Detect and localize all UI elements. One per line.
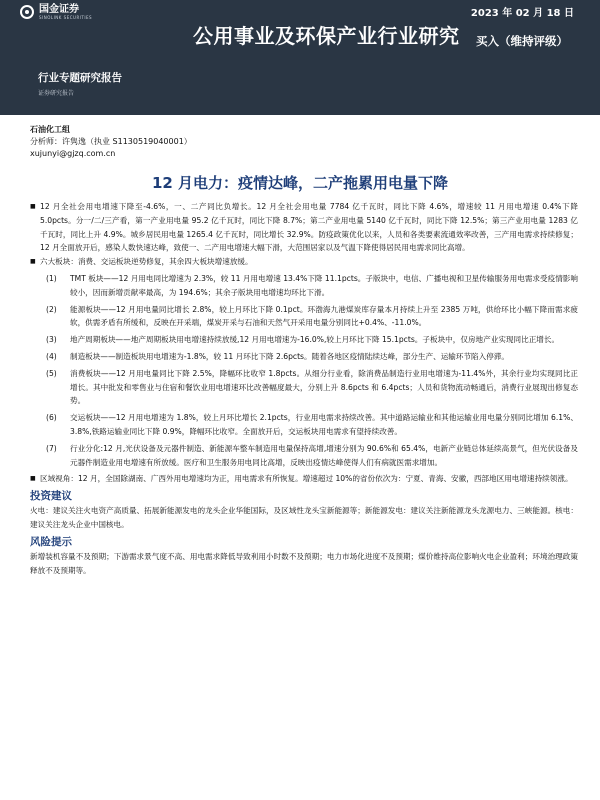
rating-badge: 买入（维持评级） — [476, 34, 568, 48]
report-date: 2023 年 02 月 18 日 — [470, 8, 574, 19]
sub-item — [30, 303, 578, 331]
square-bullet-icon: ■ — [30, 475, 36, 483]
investment-heading: 投资建议 — [30, 490, 72, 503]
analyst-info — [30, 124, 192, 160]
paragraph-text: 12 月全社会用电增速下降至-4.6%，一、二产同比负增长。12 月全社会用电量 7784 亿千瓦时，同比下降 4.6%，增速较 11 月用电增速 0.4%下降 5.0pcts。分一/二/三产看，第一产业用电量 95.2 亿千瓦时，同比下降 8.7%；第二产业用电量 5140 亿千瓦时，同比下降 12.5%；第三产业用电量 1283 亿千瓦时，同比上升 4.9%。城乡居民用电量 1265.4 亿千瓦时，同比增长 32.9%。防疫政策优化以来，人员和各类要素流通效率改善，三产用电需求持续修复；12 月全面放开后，感染人数快速达峰，致使一、二产用电增速大幅下滑，大范围居家以及气温下降使得居民用电需求同比高增。 — [40, 202, 578, 253]
logo-icon — [20, 5, 34, 19]
paragraph — [30, 472, 578, 486]
sub-item-number: (2) — [46, 304, 57, 314]
logo-name: 国金证券 — [39, 4, 79, 15]
logo-subtitle: SINOLINK SECURITIES — [39, 15, 93, 20]
sub-item — [30, 411, 578, 439]
paragraph — [30, 255, 578, 269]
square-bullet-icon: ■ — [30, 203, 36, 210]
investment-body: 火电：建议关注火电资产高质量、拓展新能源发电的龙头企业华能国际，及区域性龙头宝新能源等；新能源发电：建议关注新能源龙头龙源电力、三峡能源。核电：建议关注龙头企业中国核电。 — [30, 506, 578, 529]
sub-item-text: TMT 板块——12 月用电同比增速为 2.3%，较 11 月用电增速 13.4%下降 11.1pcts。子版块中，电信、广播电视和卫星传输服务用电需求受疫情影响较小，因而新增贡献率最高，为 194.6%；其余子版块用电增速均环比下滑。 — [70, 273, 578, 297]
sub-item-text: 行业分化:12 月,光伏设备及元器件制造、新能源车整车制造用电量保持高增,增速分别为 90.6%和 65.4%，电新产业链总体延续高景气，但光伏设备及元器件制造业用电增速有所放缓。医疗和卫生服务用电同比高增，反映出疫情达峰使得人们有病就医需求增加。 — [70, 443, 578, 467]
sub-item-text: 能源板块——12 月用电量同比增长 2.8%，较上月环比下降 0.1pct。环渤海九港煤炭库存量本月持续上升至 2385 万吨，供给环比小幅下降而需求疲软，供需矛盾有所缓和，反映在开采端，煤炭开采与石油和天然气开采用电量分别同比+0.4%、-11.0%。 — [70, 304, 578, 328]
sub-item — [30, 367, 578, 408]
sub-item — [30, 442, 578, 470]
sub-item-number: (4) — [46, 351, 57, 361]
sub-item — [30, 272, 578, 300]
sub-item — [30, 333, 578, 347]
square-bullet-icon: ■ — [30, 258, 36, 266]
sub-item-text: 交运板块——12 月用电增速为 1.8%，较上月环比增长 2.1pcts，行业用电需求持续改善。其中道路运输业和其他运输业用电量分别同比增加 6.1%、3.8%,铁路运输业同比下降 0.9%，降幅环比收窄。全面放开后，交运板块用电需求有望持续改善。 — [70, 413, 578, 436]
paragraph-text: 六大板块：消费、交运板块逆势修复，其余四大板块增速放缓。 — [40, 257, 253, 267]
report-subtype: 证券研究报告 — [38, 90, 75, 97]
analyst-email[interactable]: xujunyi@gjzq.com.cn — [30, 149, 116, 158]
sub-item-text: 地产周期板块——地产周期板块用电增速持续放缓,12 月用电增速为-16.0%,较上月环比下降 15.1pcts。子板块中，仅房地产业实现同比正增长。 — [70, 335, 560, 345]
paragraph — [30, 200, 578, 255]
sector-label: 石油化工组 — [30, 125, 70, 134]
analyst-name: 分析师：许隽逸（执业 S1130519040001） — [30, 137, 192, 146]
company-logo — [20, 4, 92, 20]
risk-heading: 风险提示 — [30, 535, 72, 548]
industry-title: 公用事业及环保产业行业研究 — [193, 24, 460, 48]
sub-item-text: 消费板块——12 月用电量同比下降 2.5%，降幅环比收窄 1.8pcts。从细分行业看，除消费品制造行业用电增速为-11.4%外，其余行业均实现同比正增长。其中批发和零售业与住宿和餐饮业用电增速环比改善幅度最大，分别上升 8.6pcts 和 6.4pcts；人员和货物流动畅通后，消费行业展现出修复态势。 — [70, 368, 578, 406]
sub-item-text: 制造板块——制造板块用电增速为-1.8%，较 11 月环比下降 2.6pcts。随着各地区疫情陆续达峰，部分生产、运输环节陷入停滞。 — [70, 351, 510, 361]
report-body — [30, 200, 578, 577]
sub-item-number: (3) — [46, 335, 57, 345]
report-type: 行业专题研究报告 — [38, 72, 122, 84]
paragraph-text: 区域视角：12 月，全国除湖南、广西外用电增速均为正，用电需求有所恢复。增速超过 10%的省份依次为：宁夏、青海、安徽，西部地区用电增速持续领涨。 — [40, 474, 573, 484]
report-header — [0, 0, 600, 115]
sub-item-number: (7) — [46, 443, 57, 453]
sub-item — [30, 350, 578, 364]
sub-item-number: (6) — [46, 413, 57, 423]
page-title: 12 月电力：疫情达峰，二产拖累用电量下降 — [151, 174, 449, 192]
risk-body: 新增装机容量不及预期；下游需求景气度不高、用电需求降低导致利用小时数不及预期；电力市场化进度不及预期；煤价维持高位影响火电企业盈利；环境治理政策释放不及预期等。 — [30, 551, 578, 575]
sub-item-number: (5) — [46, 368, 57, 378]
sub-item-number: (1) — [46, 273, 57, 283]
